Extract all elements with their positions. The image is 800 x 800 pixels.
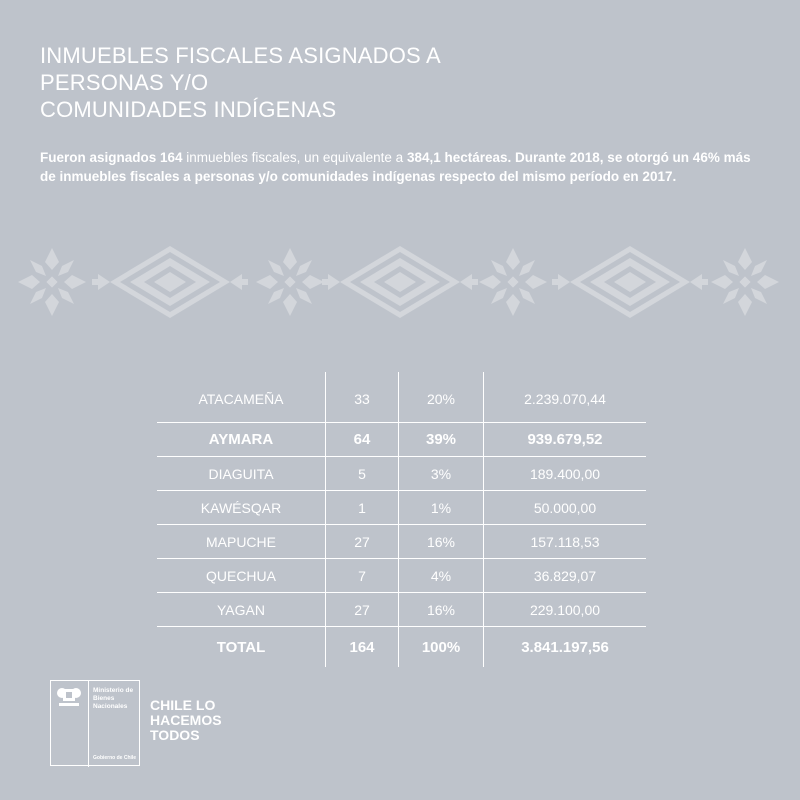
coat-of-arms-icon <box>51 681 87 711</box>
cell-count: 64 <box>326 423 399 457</box>
diamond-motif-icon <box>92 246 248 318</box>
intro-part-2: inmuebles fiscales, un equivalente a <box>182 150 407 165</box>
cell-percent: 20% <box>399 372 484 423</box>
cell-value: 50.000,00 <box>484 491 647 525</box>
ministry-line-1: Ministerio de <box>93 687 134 694</box>
cell-count: 27 <box>326 525 399 559</box>
intro-part-4: . Durante 2018, se otorgó un 46% más de inmuebles fiscales a personas y/o comunidades indígenas respecto del mismo período en 2017. <box>40 150 751 184</box>
title-line-2: PERSONAS Y/O <box>40 70 209 95</box>
cell-percent: 4% <box>399 559 484 593</box>
slogan-line-3: TODOS <box>150 727 200 743</box>
cell-percent: 100% <box>399 627 484 668</box>
cell-value: 189.400,00 <box>484 457 647 491</box>
cell-value: 3.841.197,56 <box>521 638 609 656</box>
table-row <box>157 559 646 593</box>
cell-percent: 3% <box>399 457 484 491</box>
cell-name: AYMARA <box>157 423 326 457</box>
diamond-motif-icon <box>322 246 478 318</box>
indigenous-assignments-table <box>157 372 646 667</box>
cell-percent: 1% <box>399 491 484 525</box>
table-row <box>157 593 646 627</box>
star-motif-icon <box>711 248 779 316</box>
table-row <box>157 423 646 457</box>
ministry-line-2: Bienes <box>93 695 115 702</box>
logo-mark <box>51 681 89 767</box>
cell-name: KAWÉSQAR <box>157 491 326 525</box>
cell-value: 229.100,00 <box>484 593 647 627</box>
ethnic-pattern-band <box>0 242 800 322</box>
intro-part-1: Fueron asignados 164 <box>40 150 183 165</box>
cell-name: TOTAL <box>157 627 326 668</box>
intro-paragraph <box>40 148 770 186</box>
table-row <box>157 491 646 525</box>
cell-count: 7 <box>326 559 399 593</box>
ministry-name <box>93 687 139 711</box>
cell-value: 36.829,07 <box>484 559 647 593</box>
cell-percent: 39% <box>399 423 484 457</box>
cell-value: 939.679,52 <box>484 423 647 457</box>
slogan <box>150 698 270 743</box>
cell-count: 164 <box>326 627 399 668</box>
ministry-logo <box>50 680 140 766</box>
cell-percent: 16% <box>399 525 484 559</box>
cell-count: 27 <box>326 593 399 627</box>
diamond-motif-icon <box>552 246 708 318</box>
cell-count: 33 <box>326 372 399 423</box>
title-line-1: INMUEBLES FISCALES ASIGNADOS A <box>40 43 441 68</box>
cell-name: ATACAMEÑA <box>157 372 326 423</box>
cell-name: DIAGUITA <box>157 457 326 491</box>
cell-name: YAGAN <box>157 593 326 627</box>
table-row <box>157 525 646 559</box>
table-row <box>157 372 646 423</box>
cell-value: 157.118,53 <box>484 525 647 559</box>
cell-value: 2.239.070,44 <box>484 372 647 423</box>
star-motif-icon <box>18 248 86 316</box>
cell-name: MAPUCHE <box>157 525 326 559</box>
slogan-line-2: HACEMOS <box>150 712 222 728</box>
intro-part-3: 384,1 hectáreas <box>406 150 508 165</box>
government-label: Gobierno de Chile <box>93 755 137 761</box>
cell-name: QUECHUA <box>157 559 326 593</box>
ministry-line-3: Nacionales <box>93 703 128 710</box>
page-title <box>40 42 441 123</box>
slogan-line-1: CHILE LO <box>150 697 216 713</box>
star-motif-icon <box>479 248 547 316</box>
cell-count: 5 <box>326 457 399 491</box>
cell-count: 1 <box>326 491 399 525</box>
cell-percent: 16% <box>399 593 484 627</box>
table-row <box>157 457 646 491</box>
table-total-row <box>157 627 646 668</box>
title-line-3: COMUNIDADES INDÍGENAS <box>40 97 337 122</box>
star-motif-icon <box>256 248 324 316</box>
